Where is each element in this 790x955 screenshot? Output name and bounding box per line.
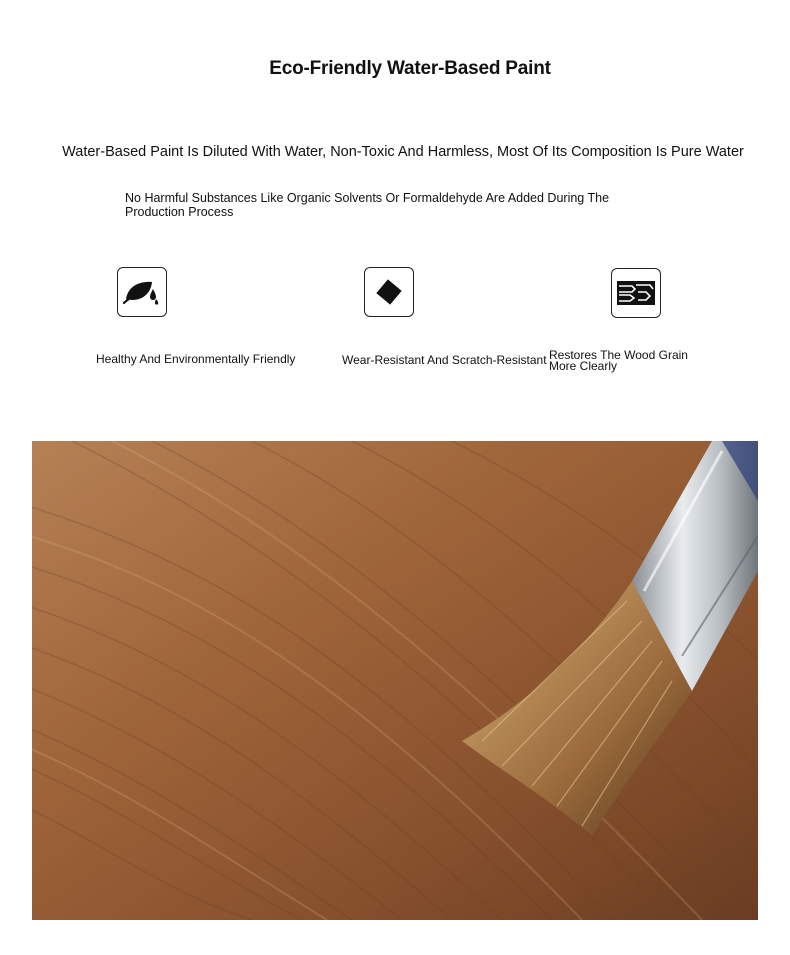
description: No Harmful Substances Like Organic Solvents Or Formaldehyde Are Added During The Production Process [125, 191, 610, 219]
page-title: Eco-Friendly Water-Based Paint [269, 58, 551, 79]
feature-label-healthy: Healthy And Environmentally Friendly [96, 352, 296, 366]
wood-grain-icon [611, 268, 661, 318]
feature-label-wood-grain-1: Restores The Wood Grain [549, 348, 688, 362]
feature-label-wear-resistant: Wear-Resistant And Scratch-Resistant [342, 353, 547, 367]
subtitle: Water-Based Paint Is Diluted With Water, Non-Toxic And Harmless, Most Of Its Composition Is Pure Water [62, 144, 744, 160]
paintbrush-on-wood-image [32, 441, 758, 920]
feature-label-wood-grain-2: More Clearly [549, 359, 618, 373]
leaf-drop-icon [117, 267, 167, 317]
diamond-square-icon [364, 267, 414, 317]
